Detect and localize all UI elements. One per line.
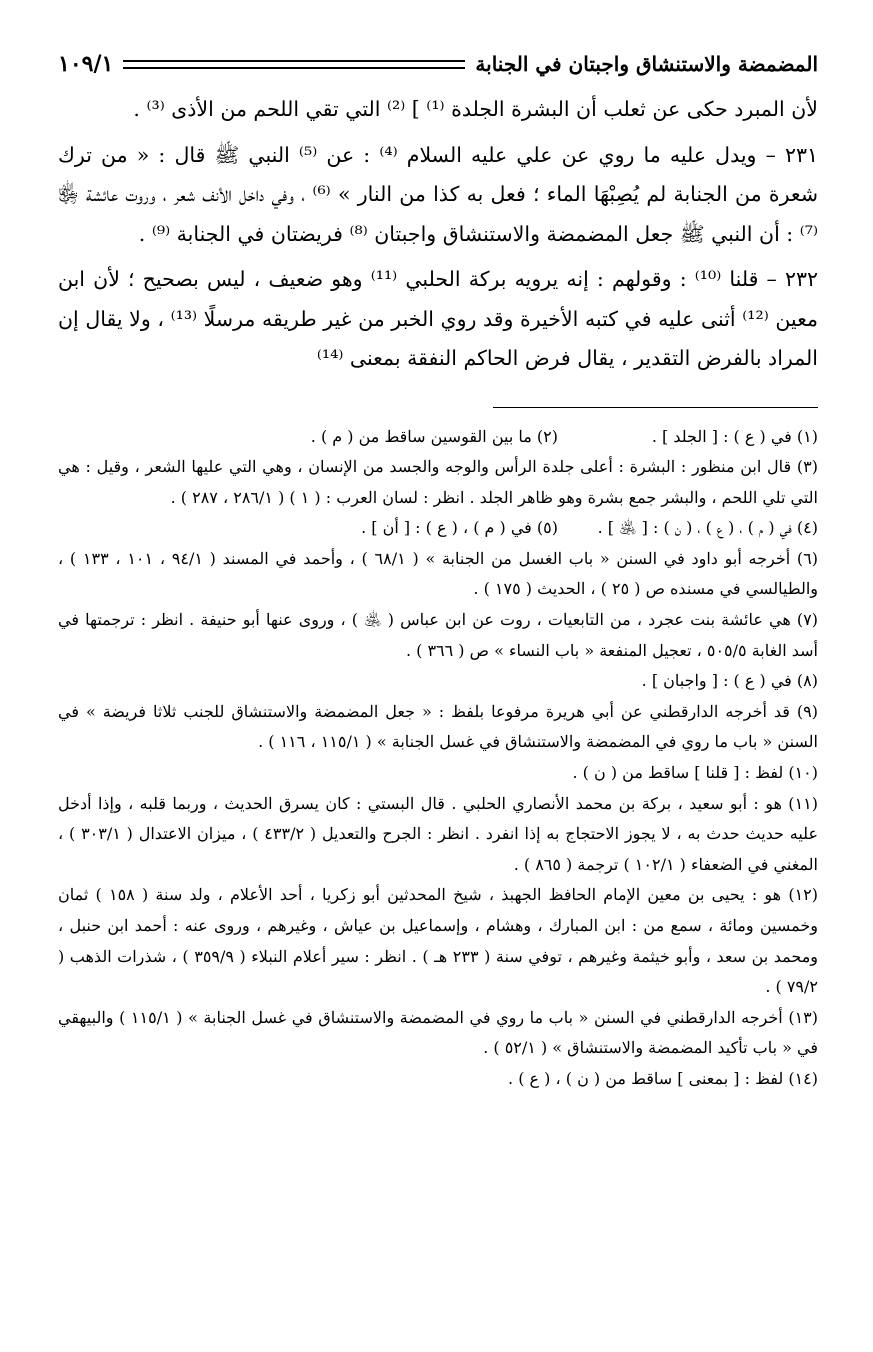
footnotes [58,422,818,1095]
footnote-3: (٣) قال ابن منظور : البشرة : أعلى جلدة الرأس والوجه والجسد من الإنسان ، وهي التي عليها الشعر ، وقيل : هي التي تلي اللحم ، والبشر جمع بشرة وهو ظاهر الجلد . انظر : لسان العرب : ( ١ ) ( ٢٨٦/١ ، ٢٨٧ ) . [58,457,818,507]
footnote-8: (٨) في ( ع ) : [ واجبان ] . [641,671,818,691]
paragraph-232: ٢٣٢ – قلنا ⁽¹⁰⁾ : وقولهم : إنه يرويه بركة الحلبي ⁽¹¹⁾ وهو ضعيف ، ليس بصحيح ؛ لأن ابن معين ⁽¹²⁾ أثنى عليه في كتبه الأخيرة وقد روي الخبر من غير طريقه مرسلًا ⁽¹³⁾ ، ولا يقال إن المراد بالفرض التقدير ، يقال فرض الحاكم النفقة بمعنى ⁽¹⁴⁾ [58,267,818,370]
footnote-row [58,422,818,453]
paragraph-continuation: لأن المبرد حكى عن ثعلب أن البشرة الجلدة ⁽¹⁾ ] ⁽²⁾ التي تقي اللحم من الأذى ⁽³⁾ . [133,97,818,121]
page-number: ١٠٩/١ [58,51,114,77]
footnote-7: (٧) هي عائشة بنت عجرد ، من التابعيات ، روت عن ابن عباس ( ﵁ ) ، وروى عنها أبو حنيفة . انظر : ترجمتها في أسد الغابة ٥٠٥/٥ ، تعجيل المنفعة « باب النساء » ص ( ٣٦٦ ) . [58,610,818,660]
footnote-12: (١٢) هو : يحيى بن معين الإمام الحافظ الجهبذ ، شيخ المحدثين أبو زكريا ، أحد الأعلام ، ولد سنة ( ١٥٨ ) ثمان وخمسين ومائة ، سمع من : ابن المبارك ، وهشام ، وإسماعيل بن عياش ، وغيرهم ، وروى عنه : أحمد ابن حنبل ، ومحمد بن سعد ، وأبو خيثمة وغيرهم ، توفي سنة ( ٢٣٣ هـ ) . انظر : سير أعلام النبلاء ( ٣٥٩/٩ ) ، شذرات الذهب ( ٧٩/٢ ) . [58,885,819,997]
footnote-5: (٥) في ( م ) ، ( ع ) : [ أن ] . [361,518,558,538]
footnote-separator [493,407,818,408]
page [58,44,818,1095]
footnote-9: (٩) قد أخرجه الدارقطني عن أبي هريرة مرفوعا بلفظ : « جعل المضمضة والاستنشاق للجنب ثلاثا فريضة » في السنن « باب ما روي في المضمضة والاستنشاق في غسل الجنابة » ( ١١٥/١ ، ١١٦ ) . [58,701,818,752]
main-text [58,90,818,379]
footnote-14: (١٤) لفظ : [ بمعنى ] ساقط من ( ن ) ، ( ع ) . [508,1068,818,1088]
paragraph-231: ٢٣١ – ويدل عليه ما روي عن علي عليه السلام ⁽⁴⁾ : عن ⁽⁵⁾ النبي ﷺ قال : « من ترك شعرة من الجنابة لم يُصِبْهَا الماء ؛ فعل به كذا من النار » ⁽⁶⁾ ، وفي داخل الأنف شعر ، وروت عائشة ﵂ ⁽⁷⁾ : أن النبي ﷺ جعل المضمضة والاستنشاق واجبتان ⁽⁸⁾ فريضتان في الجنابة ⁽⁹⁾ . [58,142,818,246]
footnote-1: (١) في ( ع ) : [ الجلد ] . [651,426,818,446]
footnote-row [58,513,818,544]
footnote-10: (١٠) لفظ : [ قلنا ] ساقط من ( ن ) . [572,763,818,783]
footnote-6: (٦) أخرجه أبو داود في السنن « باب الغسل من الجنابة » ( ٦٨/١ ) ، وأحمد في المسند ( ٩٤/١ ، ١٠١ ، ١٣٣ ) ، والطيالسي في مسنده ص ( ٢٥ ) ، الحديث ( ١٧٥ ) . [58,548,819,599]
running-header [58,44,818,84]
footnote-4: (٤) في ( م ) ، ( ع ) ، ( ن ) : [ ﵁ ] . [597,518,818,538]
footnote-13: (١٣) أخرجه الدارقطني في السنن « باب ما روي في المضمضة والاستنشاق في غسل الجنابة » ( ١١٥/١ ) والبيهقي في « باب تأكيد المضمضة والاستنشاق » ( ٥٢/١ ) . [58,1007,819,1058]
footnote-11: (١١) هو : أبو سعيد ، بركة بن محمد الأنصاري الحلبي . قال البستي : كان يسرق الحديث ، وربما قلبه ، وإذا أدخل عليه حديث حدث به ، لا يجوز الاحتجاج به إذا انفرد . انظر : الجرح والتعديل ( ٤٣٣/٢ ) ، ميزان الاعتدال ( ٣٠٣/١ ) ، المغني في الضعفاء ( ١٠٢/١ ) ترجمة ( ٨٦٥ ) . [58,793,819,874]
header-rule [123,60,465,69]
header-title: المضمضة والاستنشاق واجبتان في الجنابة [475,52,818,76]
footnote-2: (٢) ما بين القوسين ساقط من ( م ) . [310,426,558,446]
